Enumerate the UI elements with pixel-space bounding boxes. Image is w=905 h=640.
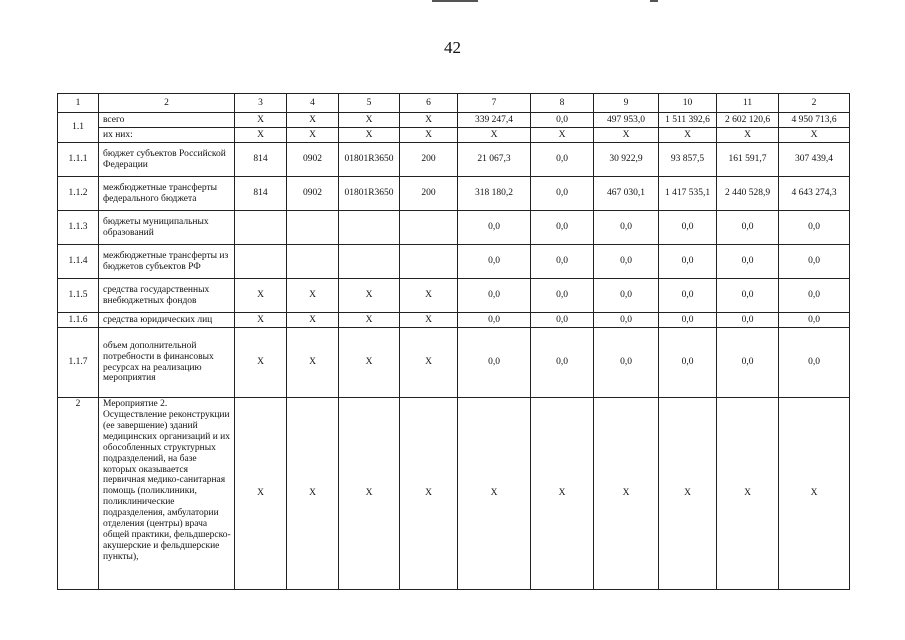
table-cell: 0,0 [659,279,717,313]
row-number: 1.1.6 [58,313,99,328]
table-cell: 21 067,3 [458,143,531,177]
table-cell [235,245,287,279]
table-cell: X [458,398,531,590]
table-cell: 0,0 [779,211,850,245]
header-cell: 2 [779,94,850,113]
row-name: средства юридических лиц [99,313,235,328]
table-row [58,113,850,128]
header-cell: 1 [58,94,99,113]
table-row [58,177,850,211]
table-cell: 497 953,0 [594,113,659,128]
header-row [58,94,850,113]
table-cell: 0,0 [659,211,717,245]
table-cell: 0,0 [531,211,594,245]
header-cell: 6 [400,94,458,113]
header-cell: 5 [339,94,400,113]
table-cell: 0,0 [594,279,659,313]
table-cell [339,211,400,245]
table-cell: 0,0 [594,313,659,328]
table-row [58,313,850,328]
table-cell: 30 922,9 [594,143,659,177]
table-cell: 200 [400,143,458,177]
row-number: 1.1.1 [58,143,99,177]
table-cell: X [287,398,339,590]
table-cell: 2 602 120,6 [717,113,779,128]
table-cell: X [287,279,339,313]
table-cell: 0,0 [531,279,594,313]
table-cell [287,245,339,279]
table-cell: 0,0 [531,143,594,177]
budget-table [57,93,850,590]
table-cell: X [400,279,458,313]
table-cell: X [235,279,287,313]
row-name: бюджеты муниципальных образований [99,211,235,245]
table-cell: 0902 [287,177,339,211]
table-cell: 1 511 392,6 [659,113,717,128]
table-cell: 0,0 [458,211,531,245]
header-cell: 3 [235,94,287,113]
table-cell: 0,0 [659,313,717,328]
table-cell: 0,0 [594,245,659,279]
row-name: объем дополнительной потребности в финансовых ресурсах на реализацию мероприятия [99,328,235,398]
table-cell: 200 [400,177,458,211]
header-cell: 7 [458,94,531,113]
table-cell: X [287,313,339,328]
table-cell: 0,0 [717,279,779,313]
table-cell: X [400,328,458,398]
table-cell: X [235,113,287,128]
row-number: 2 [58,398,99,590]
table-cell: X [400,113,458,128]
table-cell: 93 857,5 [659,143,717,177]
top-edge-mark-left [432,0,478,2]
table-cell: 318 180,2 [458,177,531,211]
table-cell: 0,0 [594,328,659,398]
table-cell: 814 [235,143,287,177]
table-cell: 0,0 [458,328,531,398]
header-cell: 4 [287,94,339,113]
table-cell: 814 [235,177,287,211]
table-cell: X [339,128,400,143]
row-number: 1.1.3 [58,211,99,245]
table-cell: 0,0 [717,313,779,328]
table-cell: X [594,398,659,590]
row-name: средства государственных внебюджетных фондов [99,279,235,313]
table-cell: X [287,328,339,398]
table-row [58,211,850,245]
table-cell: 1 417 535,1 [659,177,717,211]
table-cell: X [594,128,659,143]
table-cell: 0,0 [659,328,717,398]
table-cell: 0,0 [531,113,594,128]
table-cell: X [339,398,400,590]
table-cell: X [235,328,287,398]
table-cell [339,245,400,279]
table-cell: X [235,313,287,328]
table-cell: 0,0 [717,211,779,245]
table-cell: X [235,398,287,590]
table-cell: 161 591,7 [717,143,779,177]
table-cell: X [235,128,287,143]
table-cell: 0,0 [531,177,594,211]
table-cell: X [717,128,779,143]
top-edge-mark-right [650,0,658,2]
table-cell: X [458,128,531,143]
table-cell: X [779,398,850,590]
table-cell: 0,0 [659,245,717,279]
table-cell [400,245,458,279]
table-cell: 01801R3650 [339,177,400,211]
table-cell: 0,0 [458,245,531,279]
table-cell: 0,0 [779,245,850,279]
table-cell: 4 643 274,3 [779,177,850,211]
table-row [58,245,850,279]
table-cell: 0,0 [531,313,594,328]
table-cell: 0,0 [779,328,850,398]
table-cell: 0,0 [531,328,594,398]
table-row [58,143,850,177]
table-row [58,398,850,590]
table-row [58,128,850,143]
table-cell: 4 950 713,6 [779,113,850,128]
row-name: межбюджетные трансферты федерального бюджета [99,177,235,211]
table-cell: 0,0 [779,279,850,313]
row-number: 1.1.5 [58,279,99,313]
table-cell: X [400,313,458,328]
row-number: 1.1 [58,113,99,143]
table-cell: 0902 [287,143,339,177]
table-cell: 0,0 [458,313,531,328]
row-number: 1.1.7 [58,328,99,398]
table-cell: 0,0 [594,211,659,245]
table-cell: X [339,313,400,328]
table-cell: X [287,113,339,128]
header-cell: 9 [594,94,659,113]
header-cell: 2 [99,94,235,113]
table-cell: 339 247,4 [458,113,531,128]
table-cell: 307 439,4 [779,143,850,177]
row-name: их них: [99,128,235,143]
header-cell: 8 [531,94,594,113]
table-cell: 0,0 [717,245,779,279]
table-row [58,328,850,398]
table-cell: X [287,128,339,143]
table-cell: 01801R3650 [339,143,400,177]
table-cell: 2 440 528,9 [717,177,779,211]
table-cell: 0,0 [779,313,850,328]
table-cell: 0,0 [458,279,531,313]
table-cell: 467 030,1 [594,177,659,211]
table-cell: X [531,398,594,590]
table-cell: X [659,128,717,143]
table-cell [235,211,287,245]
table-cell: 0,0 [717,328,779,398]
table-cell: X [400,398,458,590]
table-cell [400,211,458,245]
row-number: 1.1.4 [58,245,99,279]
row-name: всего [99,113,235,128]
table-cell [287,211,339,245]
table-cell: X [779,128,850,143]
row-name: Мероприятие 2. Осуществление реконструкции (ее завершение) зданий медицинских организаций и их обособленных структурных подразделений, на базе которых оказывается первичная медико-санитарная помощь (поликлиники, поликлинические подразделения, амбулатории отделения (центры) врача общей практики, фельдшерско-акушерские и фельдшерские пункты), [99,398,235,590]
table-cell: X [339,328,400,398]
table-cell: X [400,128,458,143]
table-row [58,279,850,313]
table-cell: X [717,398,779,590]
page-number: 42 [444,38,461,57]
table-cell: 0,0 [531,245,594,279]
row-name: межбюджетные трансферты из бюджетов субъектов РФ [99,245,235,279]
header-cell: 11 [717,94,779,113]
header-cell: 10 [659,94,717,113]
row-name: бюджет субъектов Российской Федерации [99,143,235,177]
row-number: 1.1.2 [58,177,99,211]
table-cell: X [339,113,400,128]
table-cell: X [531,128,594,143]
table-cell: X [659,398,717,590]
table-cell: X [339,279,400,313]
